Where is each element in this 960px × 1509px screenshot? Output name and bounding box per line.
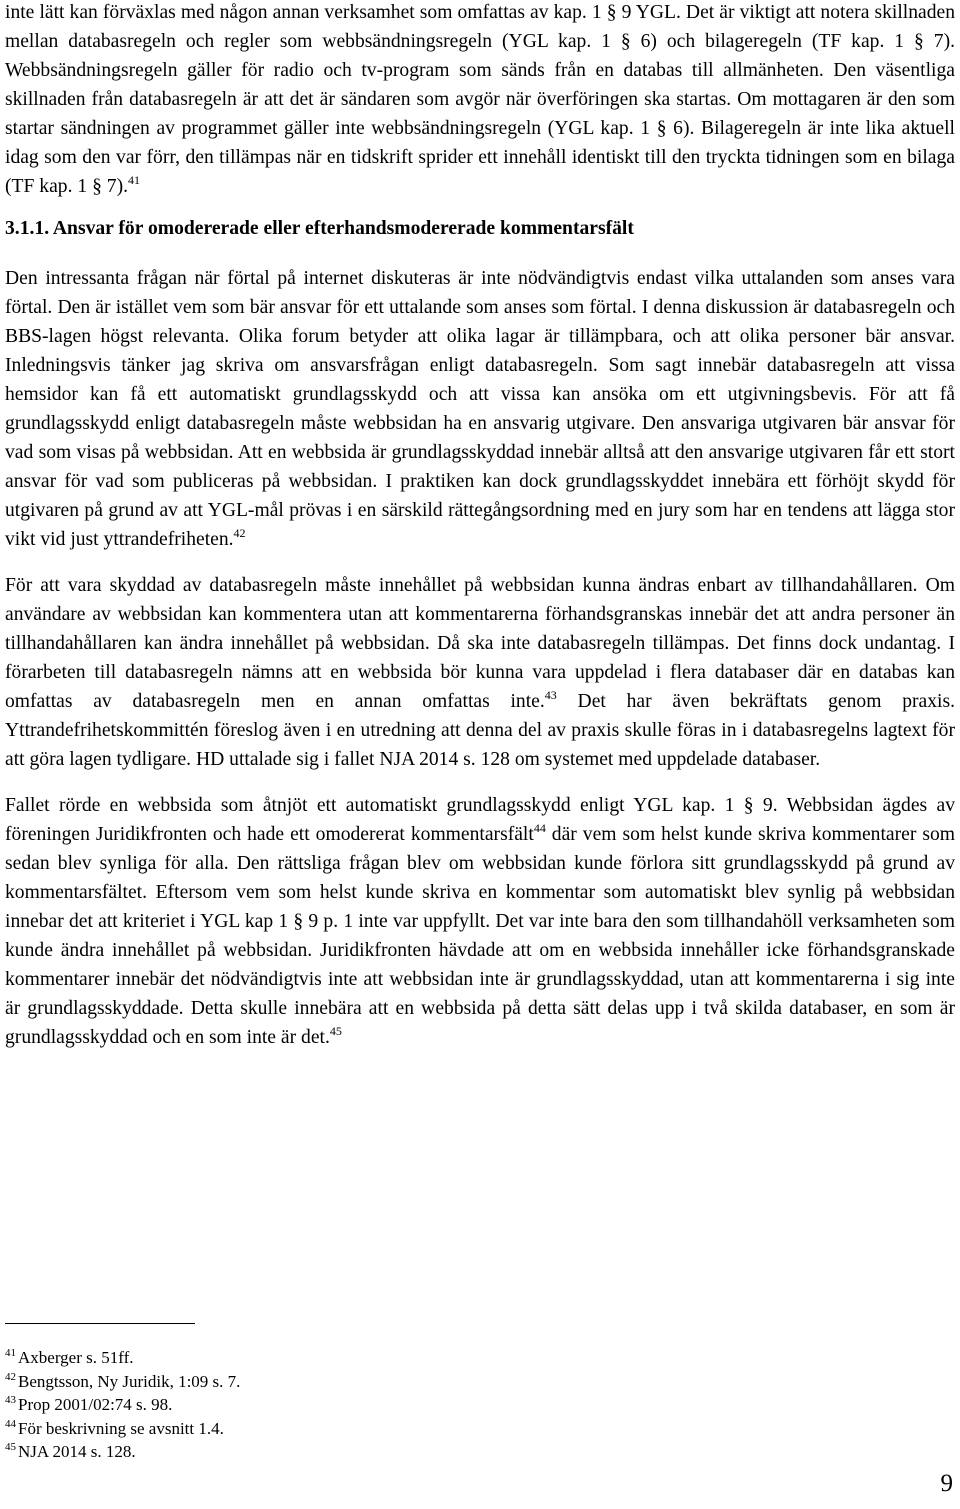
paragraph-databasregeln xyxy=(5,0,955,201)
footnotes xyxy=(5,1346,240,1464)
footnote-reference: 41 xyxy=(128,173,140,187)
footnote-text: För beskrivning se avsnitt 1.4. xyxy=(18,1418,224,1438)
paragraph-text: Fallet rörde en webbsida som åtnjöt ett automatiskt grundlagsskydd enligt YGL kap. 1 § 9. Webbsidan ägdes av föreningen Juridikfronten och hade ett omodererat kommentarsfält xyxy=(5,795,955,845)
paragraph-skyddad xyxy=(5,571,955,774)
footnote-text: Prop 2001/02:74 s. 98. xyxy=(18,1395,173,1415)
page-number: 9 xyxy=(940,1470,953,1497)
footnote-reference: 43 xyxy=(544,688,557,702)
section-heading: 3.1.1. Ansvar för omodererade eller efterhandsmodererade kommentarsfält xyxy=(5,218,634,239)
footnote-number: 45 xyxy=(5,1441,16,1454)
footnote-number: 41 xyxy=(5,1347,16,1359)
footnote-text: Bengtsson, Ny Juridik, 1:09 s. 7. xyxy=(18,1371,241,1391)
footnote xyxy=(5,1417,240,1441)
footnote-number: 42 xyxy=(5,1370,16,1383)
paragraph-text: där vem som helst kunde skriva kommentarer som sedan blev synliga för alla. Den rättsliga frågan blev om webbsidan kunde förlora sitt grundlagsskydd på grund av kommentarsfältet. Eftersom vem som helst kunde skriva en kommentar som automatiskt blev synlig på webbsidan innebar det att kriteriet i YGL kap 1 § 9 p. 1 inte var uppfyllt. Det var inte bara den som tillhandahöll verksamheten som kunde ändra innehållet på webbsidan. Juridikfronten hävdade att om en webbsida innehåller icke förhandsgranskade kommentarer innebär det nödvändigtvis inte att webbsidan inte är grundlagsskyddad, utan att kommentarerna i sig inte är grundlagsskyddade. Detta skulle innebära att en webbsida på detta sätt delas upp i två skilda databaser, en som är grundlagsskyddad och en som inte är det. xyxy=(5,824,955,1048)
paragraph-ansvar xyxy=(5,264,955,554)
footnote-text: Axberger s. 51ff. xyxy=(18,1348,134,1367)
paragraph-fallet xyxy=(5,791,955,1052)
footnote-reference: 45 xyxy=(329,1024,342,1038)
paragraph-text: inte lätt kan förväxlas med någon annan verksamhet som omfattas av kap. 1 § 9 YGL. Det är viktigt att notera skillnaden mellan databasregeln och regler som webbsändningsregeln (YGL kap. 1 § 6) och bilageregeln (TF kap. 1 § 7). Webbsändningsregeln gäller för radio och tv-program som sänds från en databas till allmänheten. Den väsentliga skillnaden från databasregeln är att det är sändaren som avgör när överföringen ska startas. Om mottagaren är den som startar sändningen av programmet gäller inte webbsändningsregeln (YGL kap. 1 § 6). Bilageregeln är inte lika aktuell idag som den var förr, den tillämpas när en tidskrift sprider ett innehåll identiskt till den tryckta tidningen som en bilaga (TF kap. 1 § 7). xyxy=(5,2,955,197)
paragraph-text: För att vara skyddad av databasregeln måste innehållet på webbsidan kunna ändras enbart av tillhandahållaren. Om användare av webbsidan kan kommentera utan att kommentarerna förhandsgranskas innebär det att andra personer än tillhandahållaren kan ändra innehållet på webbsidan. Då ska inte databasregeln tillämpas. Det finns dock undantag. I förarbeten till databasregeln nämns att en webbsida bör kunna vara uppdelad i flera databaser där en databas kan omfattas av databasregeln men en annan omfattas inte. xyxy=(5,575,955,712)
footnote xyxy=(5,1370,240,1394)
footnote xyxy=(5,1440,240,1464)
footnote xyxy=(5,1346,240,1370)
paragraph-text: Det har även bekräftats genom praxis. Yttrandefrihetskommittén föreslog även i en utredning att denna del av praxis skulle föras in i databasregelns lagtext för att göra lagen tydligare. HD uttalade sig i fallet NJA 2014 s. 128 om systemet med uppdelade databaser. xyxy=(5,691,956,770)
footnote-reference: 44 xyxy=(533,821,546,835)
footnote xyxy=(5,1393,240,1417)
footnote-divider xyxy=(5,1323,195,1324)
paragraph-text: Den intressanta frågan när förtal på internet diskuteras är inte nödvändigtvis endast vilka uttalanden som anses vara förtal. Den är istället vem som bär ansvar för ett uttalande som anses som förtal. I denna diskussion är databasregeln och BBS-lagen högst relevanta. Olika forum betyder att olika lagar är tillämpbara, och att olika personer bär ansvar. Inledningsvis tänker jag skriva om ansvarsfrågan enligt databasregeln. Som sagt innebär databasregeln att vissa hemsidor kan få ett automatiskt grundlagsskydd och att vissa kan ansöka om ett utgivningsbevis. För att få grundlagsskydd enligt databasregeln måste webbsidan ha en ansvarig utgivare. Den ansvariga utgivaren bär ansvar för vad som visas på webbsidan. Att en webbsida är grundlagsskyddad innebär alltså att den ansvarige utgivaren får ett stort ansvar för vad som publiceras på webbsidan. I praktiken kan dock grundlagsskyddet innebära ett förhöjt skydd för utgivaren på grund av att YGL-mål prövas i en särskild rättegångsordning med en jury som har en tendens att lägga stor vikt vid just yttrandefriheten. xyxy=(5,268,955,550)
footnote-number: 43 xyxy=(5,1394,16,1407)
footnote-text: NJA 2014 s. 128. xyxy=(18,1442,136,1462)
document-page xyxy=(5,0,955,1509)
footnote-number: 44 xyxy=(5,1417,16,1430)
footnote-reference: 42 xyxy=(233,526,246,540)
